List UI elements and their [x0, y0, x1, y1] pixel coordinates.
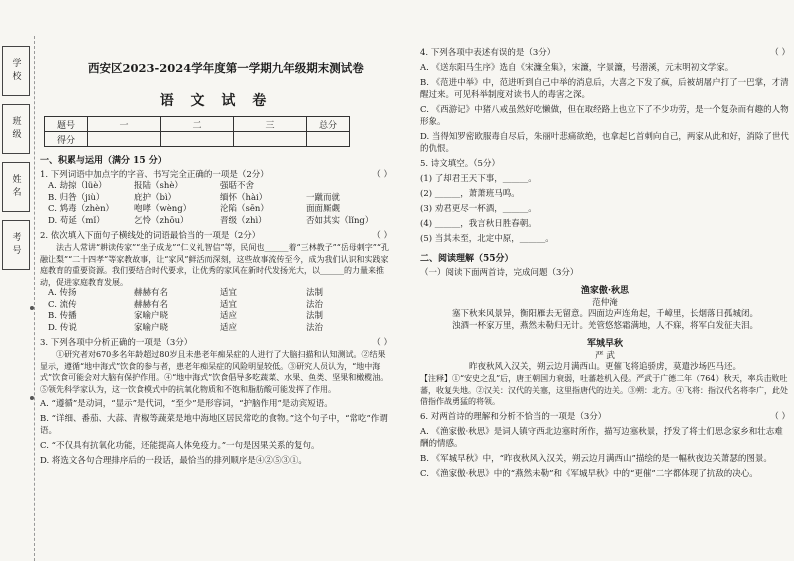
option-cell: 法制 — [306, 311, 324, 321]
option-cell: 否如其实（lǐng） — [306, 215, 374, 226]
option-a: A. 《渔家傲·秋思》是词人镇守西北边塞时所作，描写边塞秋景，抒发了将士们思念家乡和壮志难酬的情感。 — [420, 426, 783, 449]
passage: 法古人常讲“耕读传家”“坐子成龙”“仁义礼智信”等，民间也______着“三林教子”“岳母刺字”“孔融让梨”“二十四孝”等家教故事，让“家风”鲜活而深刻，这些故事流传至今，成为我们认识和实践家庭教育的重要资源。我们要结合时代要求，让优秀的家风在新时代发扬光大，以______的力量来推动，促进家庭教育发展。 — [40, 243, 389, 287]
score-cell[interactable] — [88, 132, 161, 147]
score-row-label: 得分 — [45, 132, 88, 147]
option-cell: 咆哮（wèng） — [134, 204, 192, 214]
binding-dot — [30, 396, 34, 400]
annotation: 【注释】①“安史之乱”后，唐王朝国力衰弱，吐蕃趁机入侵。严武于广德二年（764）秋天，率兵击败吐蕃，收复失地。②汉关：汉代的关塞，这里指唐代的边关。③朔：北方。④飞将：指汉代名将李广，此处借指作战勇猛的将领。 — [420, 374, 788, 406]
name-field: 姓名 — [2, 162, 30, 212]
poem-author: 严 武 — [595, 351, 615, 361]
paren: （ ） — [770, 48, 790, 58]
option-cell: 家喻户晓 — [134, 322, 169, 333]
exam-title: 西安区2023-2024学年度第一学期九年级期末测试卷 — [88, 61, 364, 75]
option-b: B. 《范进中举》中，范进听到自己中举的消息后，大喜之下发了疯，后被胡屠户打了一巴掌，才清醒过来。可见科举制度对读书人的毒害之深。 — [420, 78, 789, 100]
question-text: 6. 对两首诗的理解和分析不恰当的一项是（3分） — [420, 411, 607, 422]
option-cell: 一蹴而就 — [306, 192, 341, 203]
option-cell: 面面厮觑 — [306, 204, 341, 214]
paren: （ ） — [372, 231, 392, 241]
passage: ①研究者对670多名年龄超过80岁且未患老年痴呆症的人进行了大脑扫描和认知测试。②结果显示，遵循“地中海式”饮食的参与者，患老年痴呆症的风险明显较低。③研究人员认为，“地中海式”饮食可能会对大脑有保护作用。④“地中海式”饮食倡导多吃蔬菜、水果、鱼类、坚果和橄榄油。⑤领先科学家认为，这一饮食模式中的抗氧化物质和不饱和脂肪酸可能发挥了作用。 — [40, 350, 389, 394]
poem-title: 军城早秋 — [586, 339, 623, 349]
option-a: A. 《送东阳马生序》选自《宋濂全集》，宋濂，字景濂，号潜溪，元末明初文学家。 — [420, 63, 734, 73]
paren: （ ） — [770, 411, 790, 422]
q1-options — [40, 181, 392, 227]
binding-dot — [30, 306, 34, 310]
question-6 — [420, 411, 790, 423]
score-header: 总分 — [307, 117, 350, 132]
score-cell[interactable] — [307, 132, 350, 147]
score-cell[interactable] — [161, 132, 234, 147]
exam-subject: 语 文 试 卷 — [159, 93, 273, 109]
q2-options — [40, 288, 392, 334]
section-heading: 二、阅读理解（55分） — [420, 254, 514, 264]
score-header: 二 — [161, 117, 234, 132]
question-4 — [420, 47, 790, 59]
score-header: 一 — [88, 117, 161, 132]
section-heading: 一、积累与运用（满分 15 分） — [40, 156, 167, 166]
class-field: 班级 — [2, 104, 30, 154]
option-b: B. 《军城早秋》中，“昨夜秋风入汉关，朔云边月满西山”描绘的是一幅秋夜边关萧瑟的图景。 — [420, 453, 772, 464]
option-b: B. “详细、番茄、大蒜、青椒等蔬菜是地中海地区居民常吃的食物。”这个句子中，“常吃”作谓语。 — [40, 414, 388, 436]
option-cell: C. 流传 — [48, 299, 77, 310]
question-text: 1. 下列词语中加点字的字音、书写完全正确的一项是（2分） — [40, 170, 269, 180]
option-cell: 法治 — [306, 322, 324, 333]
fill-line[interactable]: (5) 当其未至，北定中原，______。 — [420, 234, 554, 244]
option-cell: 赫赫有名 — [134, 299, 169, 310]
option-cell: C. 鸩毒（zhèn） — [48, 204, 115, 214]
question-text: 3. 下列各项中分析正确的一项是（3分） — [40, 338, 193, 348]
question-3 — [40, 337, 392, 349]
fill-line[interactable]: (1) 了却君王天下事，______。 — [420, 174, 537, 184]
question-text: 2. 依次填入下面句子横线处的词语最恰当的一项是（2分） — [40, 231, 261, 241]
option-c: C. 《渔家傲·秋思》中的“燕然未勒”和《军城早秋》中的“更催”二字都体现了抗敌的决心。 — [420, 468, 758, 479]
fill-line[interactable]: (2) ______，萧萧班马鸣。 — [420, 189, 520, 199]
score-header: 三 — [234, 117, 307, 132]
option-d: D. 将选文各句合理排序后的一段话，最恰当的排列顺序是④②⑤③①。 — [40, 456, 307, 466]
paren: （ ） — [372, 170, 392, 180]
question-5: 5. 诗文填空。（5分） — [420, 159, 500, 169]
option-cell: D. 传说 — [48, 322, 77, 333]
option-cell: A. 传扬 — [48, 288, 77, 298]
school-field: 学校 — [2, 46, 30, 96]
reading-intro: （一）阅读下面两首诗，完成问题（3分） — [420, 268, 579, 278]
question-text: 4. 下列各项中表述有误的是（3分） — [420, 48, 556, 58]
poem-line: 塞下秋来风景异，衡阳雁去无留意。四面边声连角起，千嶂里，长烟落日孤城闭。 — [451, 309, 758, 319]
score-header: 题号 — [45, 117, 88, 132]
score-cell[interactable] — [234, 132, 307, 147]
fill-line[interactable]: (3) 劝君更尽一杯酒，______。 — [420, 204, 537, 214]
option-cell: 适应 — [220, 322, 238, 333]
poem-title: 渔家傲·秋思 — [580, 286, 630, 296]
option-cell — [306, 181, 392, 193]
option-cell: A. 劫掠（lüè） — [48, 181, 107, 191]
option-cell: 法制 — [306, 288, 324, 298]
option-cell: 法治 — [306, 299, 324, 310]
option-cell: 沦陷（sēn） — [220, 204, 269, 214]
option-cell: 缅怀（hài） — [220, 192, 268, 203]
question-2 — [40, 230, 392, 242]
option-c: C. 《西游记》中猪八戒虽然好吃懒做，但在取经路上也立下了不少功劳，是一个复杂而有趣的人物形象。 — [420, 105, 789, 127]
option-cell: D. 苟延（mǐ） — [48, 215, 105, 226]
option-cell: B. 归咎（jiù） — [48, 192, 105, 203]
score-table — [44, 116, 350, 147]
option-cell: 强聒不舍 — [220, 181, 255, 191]
question-1 — [40, 169, 392, 181]
poem-line: 浊酒一杯家万里，燕然未勒归无计。羌管悠悠霜满地，人不寐，将军白发征夫泪。 — [451, 321, 758, 331]
option-a: A. “遵循”是动词，“显示”是代词，“至少”是形容词，“护脑作用”是动宾短语。 — [40, 399, 333, 409]
exam-number-field: 考号 — [2, 220, 30, 270]
option-d: D. 当得知罗密欧服毒自尽后，朱丽叶悲痛欲绝，也拿起匕首刺向自己，两家从此和好，消除了世代的仇恨。 — [420, 132, 789, 154]
poem-line: 昨夜秋风入汉关，朔云边月满西山。更催飞将追骄虏，莫遣沙场匹马还。 — [468, 362, 741, 372]
option-cell: 适宜 — [220, 288, 238, 298]
left-column — [40, 0, 392, 467]
paren: （ ） — [372, 338, 392, 348]
option-cell: 晋级（zhì） — [220, 215, 267, 226]
option-cell: B. 传播 — [48, 311, 77, 321]
option-cell: 庇护（bì） — [134, 192, 177, 203]
option-cell: 赫赫有名 — [134, 288, 169, 298]
option-cell: 适应 — [220, 311, 238, 321]
option-cell: 适宜 — [220, 299, 238, 310]
option-c: C. “不仅具有抗氧化功能，还能提高人体免疫力。”一句是因果关系的复句。 — [40, 441, 320, 451]
right-column — [420, 44, 790, 480]
fill-line[interactable]: (4) ______，我言秋日胜春朝。 — [420, 219, 537, 229]
option-cell: 乞怜（zhōu） — [134, 215, 189, 226]
option-cell: 家喻户晓 — [134, 311, 169, 321]
option-cell: 报陆（shè） — [134, 181, 183, 191]
binding-margin — [0, 36, 35, 561]
poem-author: 范仲淹 — [592, 298, 618, 308]
